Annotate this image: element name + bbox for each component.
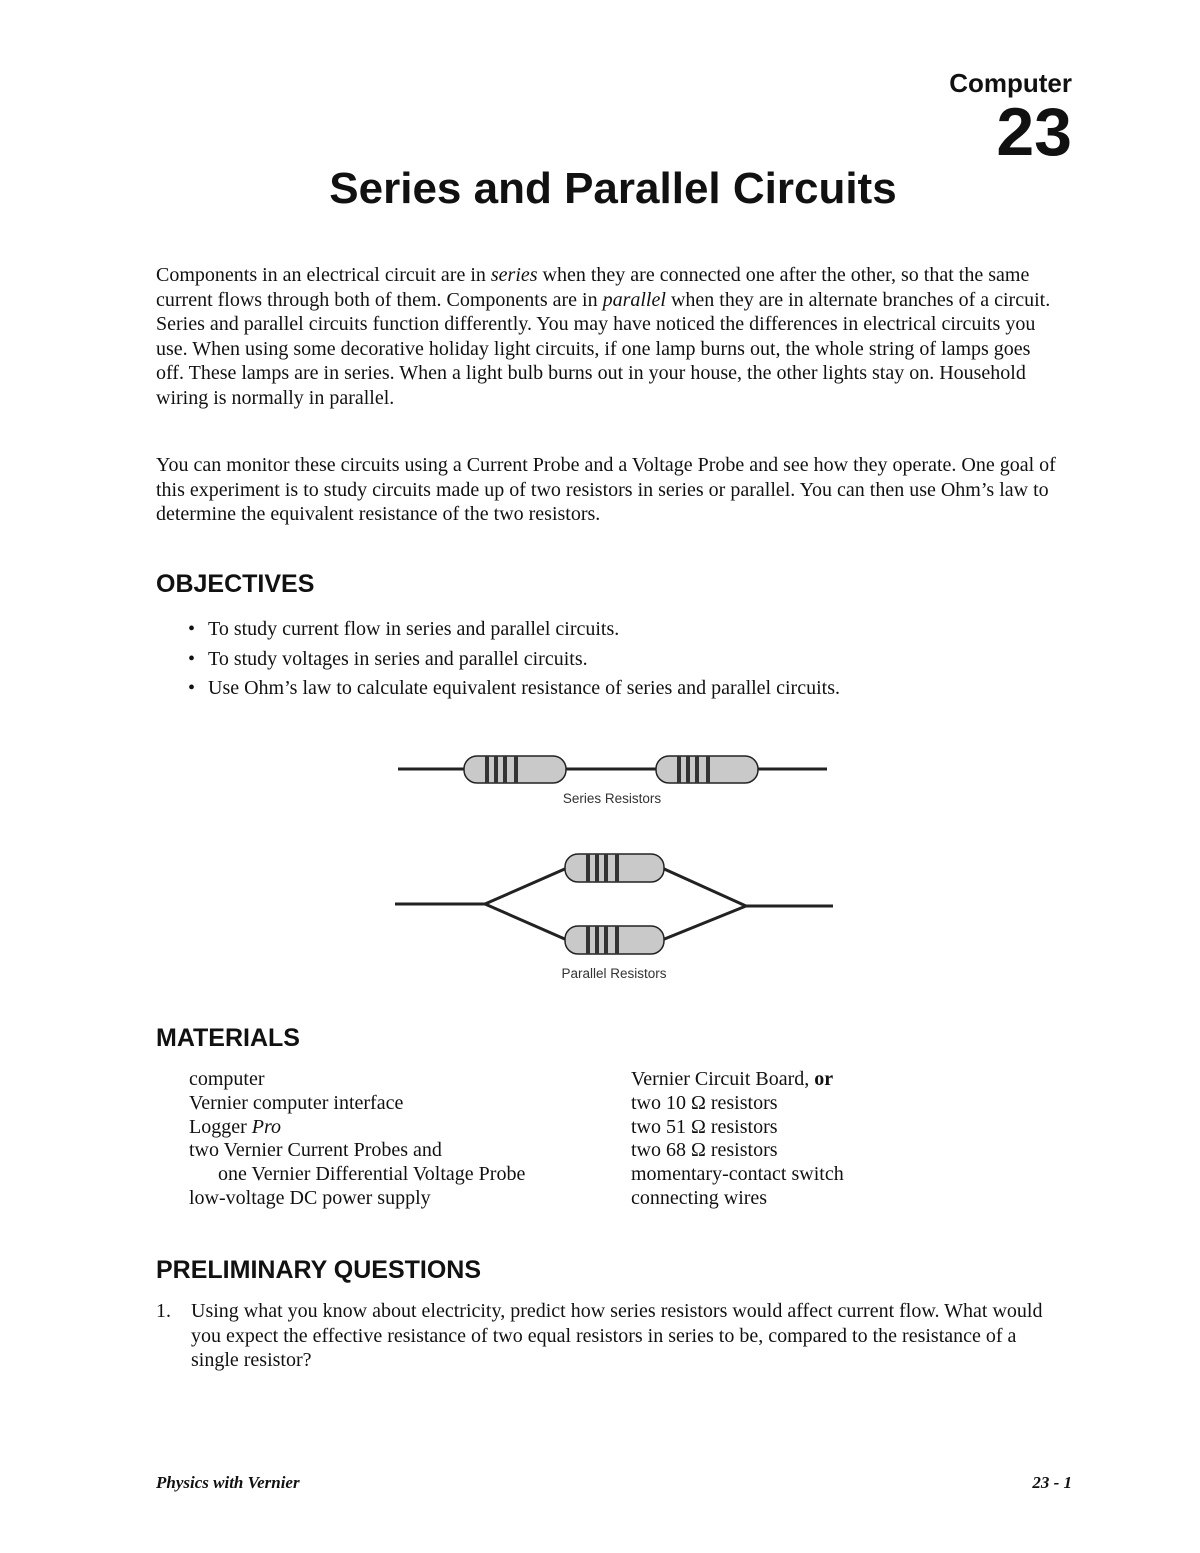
materials-list-left [189, 1068, 609, 1211]
preliminary-questions-heading: PRELIMINARY QUESTIONS [156, 1256, 482, 1284]
objective-text: Use Ohm’s law to calculate equivalent resistance of series and parallel circuits. [208, 677, 840, 699]
parallel-resistor-2 [565, 926, 664, 954]
objective-text: To study current flow in series and parallel circuits. [208, 618, 620, 640]
series-resistor-1 [464, 756, 566, 783]
material-item: connecting wires [631, 1186, 768, 1209]
emphasis-term: parallel [602, 288, 666, 311]
objectives-list [188, 615, 840, 704]
text-run: Vernier Circuit Board, [631, 1068, 815, 1090]
material-item [631, 1068, 1051, 1092]
chapter-number: 23 [996, 94, 1072, 170]
material-item: two Vernier Current Probes and [189, 1139, 442, 1162]
material-item: two 68 Ω resistors [631, 1139, 778, 1162]
footer-page-number: 23 - 1 [1032, 1473, 1072, 1492]
objective-item [188, 615, 840, 645]
page-title: Series and Parallel Circuits [329, 164, 897, 213]
material-item: one Vernier Differential Voltage Probe [218, 1163, 526, 1186]
objective-item [188, 645, 840, 675]
materials-heading: MATERIALS [156, 1024, 300, 1052]
parallel-branch-lower-left [485, 904, 567, 940]
material-item: Vernier computer interface [189, 1091, 404, 1114]
objective-item [188, 674, 840, 704]
text-run: Components in an electrical circuit are in [156, 264, 491, 286]
series-caption: Series Resistors [562, 791, 662, 806]
material-item: two 10 Ω resistors [631, 1091, 778, 1114]
series-resistor-2 [656, 756, 758, 783]
intro-paragraph-2 [156, 453, 1056, 527]
bullet-icon: • [188, 618, 196, 640]
parallel-branch-upper-left [485, 868, 567, 904]
footer-book-title: Physics with Vernier [156, 1473, 300, 1492]
bullet-icon: • [188, 677, 196, 699]
intro-paragraph-1-text [156, 263, 1056, 411]
text-run: when they are in alternate branches of a circuit. Series and parallel circuits function differently. You may have noticed the differences in electrical circuits you use. When using some decorative holiday light circuits, if one lamp burns out, the whole string of lamps goes off. These lamps are in series. When a light bulb burns out in your house, the other lights stay on. Household wiring is normally in parallel. [156, 288, 1051, 409]
question-text: Using what you know about electricity, predict how series resistors would affect current flow. What would you expect the effective resistance of two equal resistors in series to be, compared to the resistance of a single resistor? [191, 1300, 1043, 1372]
preliminary-question-1 [156, 1299, 1056, 1373]
intro-paragraph-1 [156, 263, 1056, 411]
parallel-resistors-diagram [390, 848, 840, 984]
text-run: Pro [251, 1115, 282, 1138]
material-item: low-voltage DC power supply [189, 1186, 431, 1209]
text-run: Logger [189, 1115, 252, 1138]
parallel-branch-lower-right [662, 906, 746, 940]
question-number: 1. [156, 1300, 171, 1322]
materials-list-right [631, 1068, 1051, 1211]
objective-text: To study voltages in series and parallel circuits. [208, 647, 588, 670]
material-item [189, 1116, 609, 1140]
parallel-branch-upper-right [662, 868, 746, 906]
material-item: two 51 Ω resistors [631, 1115, 778, 1138]
intro-paragraph-2-text: You can monitor these circuits using a Current Probe and a Voltage Probe and see how they operate. One goal of this experiment is to study circuits made up of two resistors in series or parallel. You can then use Ohm’s law to determine the equivalent resistance of the two resistors. [156, 454, 1056, 526]
bullet-icon: • [188, 647, 196, 670]
series-resistors-diagram [390, 748, 840, 810]
objectives-heading: OBJECTIVES [156, 570, 315, 598]
material-item: momentary-contact switch [631, 1163, 844, 1186]
material-item: computer [189, 1068, 265, 1090]
parallel-resistor-1 [565, 854, 664, 882]
text-run: or [814, 1068, 834, 1090]
computer-label: Computer [949, 68, 1072, 98]
parallel-caption: Parallel Resistors [561, 966, 667, 981]
text-run: when they are connected one after the other, so that the same current flows through both of them. Components are in [156, 264, 1030, 311]
emphasis-term: series [490, 264, 538, 286]
